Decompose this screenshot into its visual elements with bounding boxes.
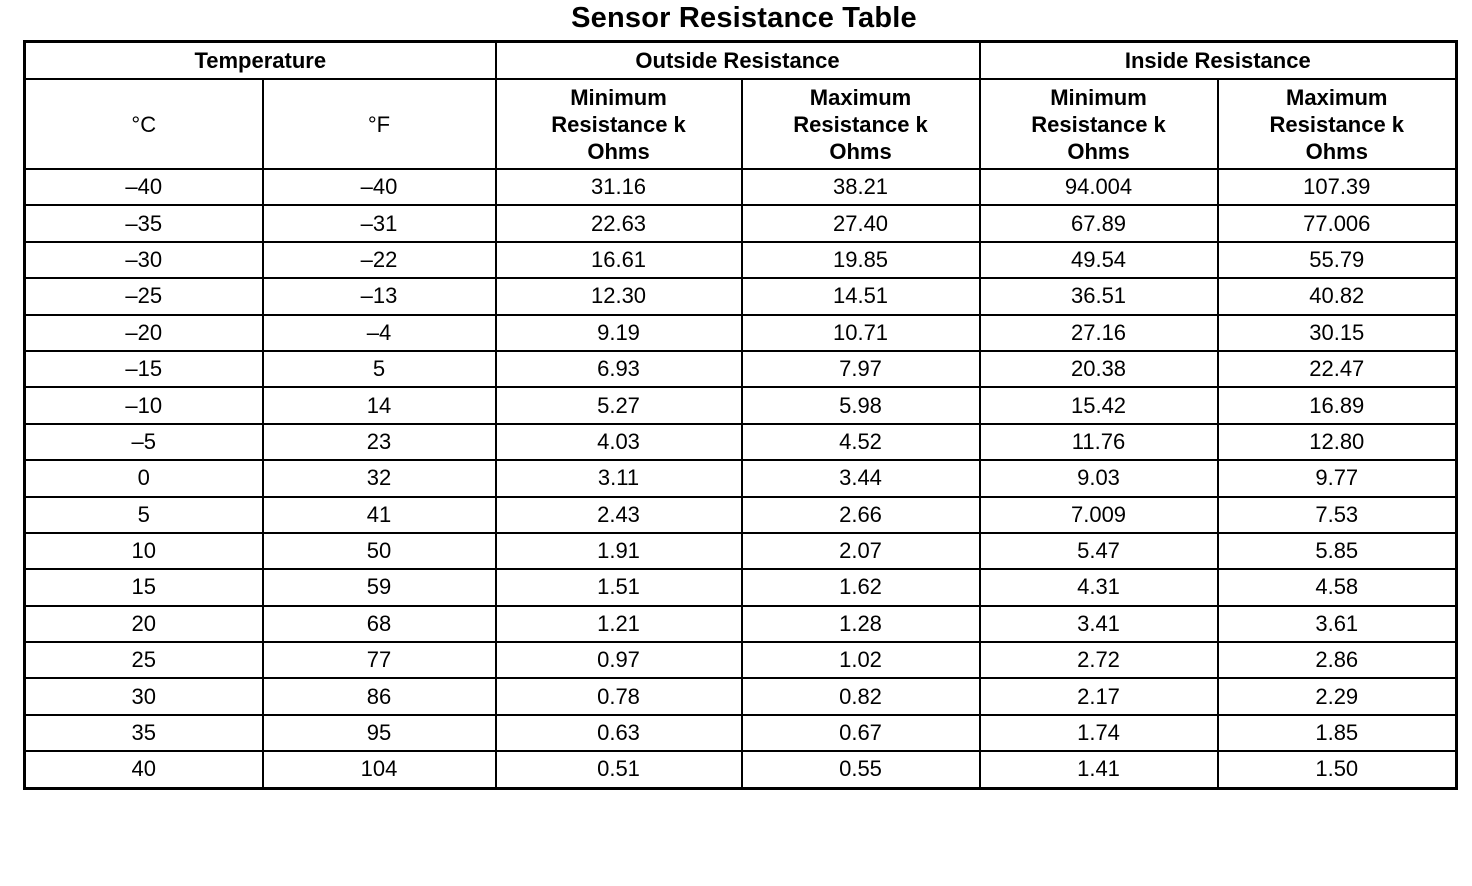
- table-row: [25, 642, 1457, 678]
- cell-inside-min: 27.16: [980, 315, 1218, 351]
- cell-outside-max: 38.21: [742, 169, 980, 205]
- cell-outside-max: 2.07: [742, 533, 980, 569]
- column-header-row: [25, 79, 1457, 169]
- cell-inside-max: 30.15: [1218, 315, 1457, 351]
- cell-inside-min: 2.72: [980, 642, 1218, 678]
- cell-outside-min: 1.21: [496, 606, 742, 642]
- cell-fahrenheit: 59: [263, 569, 496, 605]
- cell-inside-min: 9.03: [980, 460, 1218, 496]
- group-header-row: [25, 42, 1457, 80]
- cell-inside-max: 22.47: [1218, 351, 1457, 387]
- cell-inside-min: 49.54: [980, 242, 1218, 278]
- table-row: [25, 569, 1457, 605]
- cell-outside-max: 7.97: [742, 351, 980, 387]
- cell-inside-min: 7.009: [980, 497, 1218, 533]
- cell-inside-max: 9.77: [1218, 460, 1457, 496]
- cell-outside-min: 3.11: [496, 460, 742, 496]
- cell-outside-min: 4.03: [496, 424, 742, 460]
- cell-fahrenheit: –13: [263, 278, 496, 314]
- cell-outside-max: 0.82: [742, 678, 980, 714]
- table-row: [25, 424, 1457, 460]
- table-row: [25, 606, 1457, 642]
- cell-outside-max: 0.55: [742, 751, 980, 788]
- cell-fahrenheit: 23: [263, 424, 496, 460]
- cell-celsius: 5: [25, 497, 263, 533]
- cell-celsius: 35: [25, 715, 263, 751]
- cell-outside-max: 5.98: [742, 387, 980, 423]
- cell-outside-min: 5.27: [496, 387, 742, 423]
- cell-fahrenheit: 86: [263, 678, 496, 714]
- cell-outside-max: 2.66: [742, 497, 980, 533]
- cell-fahrenheit: –4: [263, 315, 496, 351]
- cell-inside-max: 1.50: [1218, 751, 1457, 788]
- column-header-celsius: °C: [25, 79, 263, 169]
- cell-inside-max: 107.39: [1218, 169, 1457, 205]
- cell-inside-max: 55.79: [1218, 242, 1457, 278]
- table-row: [25, 242, 1457, 278]
- cell-outside-max: 19.85: [742, 242, 980, 278]
- cell-inside-max: 2.86: [1218, 642, 1457, 678]
- cell-outside-max: 10.71: [742, 315, 980, 351]
- cell-inside-min: 3.41: [980, 606, 1218, 642]
- column-header-inside-max: Maximum Resistance k Ohms: [1218, 79, 1457, 169]
- cell-outside-min: 0.63: [496, 715, 742, 751]
- cell-celsius: 0: [25, 460, 263, 496]
- cell-celsius: –20: [25, 315, 263, 351]
- table-row: [25, 278, 1457, 314]
- cell-celsius: 40: [25, 751, 263, 788]
- cell-inside-min: 20.38: [980, 351, 1218, 387]
- cell-celsius: 25: [25, 642, 263, 678]
- cell-outside-max: 1.62: [742, 569, 980, 605]
- cell-outside-max: 3.44: [742, 460, 980, 496]
- cell-outside-min: 0.78: [496, 678, 742, 714]
- table-row: [25, 715, 1457, 751]
- column-header-outside-max: Maximum Resistance k Ohms: [742, 79, 980, 169]
- table-body: [25, 169, 1457, 788]
- cell-inside-max: 77.006: [1218, 205, 1457, 241]
- cell-celsius: –35: [25, 205, 263, 241]
- cell-inside-max: 16.89: [1218, 387, 1457, 423]
- column-header-outside-min: Minimum Resistance k Ohms: [496, 79, 742, 169]
- table-row: [25, 751, 1457, 788]
- cell-celsius: 30: [25, 678, 263, 714]
- cell-outside-min: 16.61: [496, 242, 742, 278]
- cell-fahrenheit: 5: [263, 351, 496, 387]
- cell-celsius: –30: [25, 242, 263, 278]
- cell-inside-max: 3.61: [1218, 606, 1457, 642]
- cell-celsius: –5: [25, 424, 263, 460]
- cell-fahrenheit: 104: [263, 751, 496, 788]
- column-header-fahrenheit: °F: [263, 79, 496, 169]
- cell-outside-max: 27.40: [742, 205, 980, 241]
- cell-inside-max: 1.85: [1218, 715, 1457, 751]
- cell-celsius: –40: [25, 169, 263, 205]
- cell-fahrenheit: 41: [263, 497, 496, 533]
- cell-inside-max: 5.85: [1218, 533, 1457, 569]
- cell-inside-max: 7.53: [1218, 497, 1457, 533]
- cell-inside-min: 4.31: [980, 569, 1218, 605]
- cell-outside-min: 9.19: [496, 315, 742, 351]
- cell-outside-max: 1.02: [742, 642, 980, 678]
- table-row: [25, 169, 1457, 205]
- cell-outside-min: 22.63: [496, 205, 742, 241]
- cell-outside-min: 1.91: [496, 533, 742, 569]
- group-header-temperature: Temperature: [25, 42, 496, 80]
- cell-outside-min: 12.30: [496, 278, 742, 314]
- cell-inside-max: 4.58: [1218, 569, 1457, 605]
- table-row: [25, 315, 1457, 351]
- cell-fahrenheit: –40: [263, 169, 496, 205]
- cell-inside-min: 1.74: [980, 715, 1218, 751]
- table-row: [25, 460, 1457, 496]
- cell-inside-min: 2.17: [980, 678, 1218, 714]
- cell-fahrenheit: –31: [263, 205, 496, 241]
- table-row: [25, 678, 1457, 714]
- cell-outside-min: 0.51: [496, 751, 742, 788]
- cell-outside-min: 31.16: [496, 169, 742, 205]
- group-header-inside-resistance: Inside Resistance: [980, 42, 1457, 80]
- cell-fahrenheit: 95: [263, 715, 496, 751]
- cell-outside-max: 14.51: [742, 278, 980, 314]
- cell-fahrenheit: 14: [263, 387, 496, 423]
- cell-outside-min: 2.43: [496, 497, 742, 533]
- table-row: [25, 387, 1457, 423]
- cell-fahrenheit: –22: [263, 242, 496, 278]
- cell-inside-min: 1.41: [980, 751, 1218, 788]
- table-row: [25, 533, 1457, 569]
- cell-outside-min: 0.97: [496, 642, 742, 678]
- cell-fahrenheit: 77: [263, 642, 496, 678]
- cell-inside-min: 5.47: [980, 533, 1218, 569]
- table-row: [25, 497, 1457, 533]
- table-row: [25, 205, 1457, 241]
- cell-fahrenheit: 50: [263, 533, 496, 569]
- cell-inside-max: 2.29: [1218, 678, 1457, 714]
- sensor-resistance-table: [23, 40, 1458, 790]
- cell-outside-min: 6.93: [496, 351, 742, 387]
- cell-outside-max: 1.28: [742, 606, 980, 642]
- cell-celsius: –15: [25, 351, 263, 387]
- cell-celsius: 20: [25, 606, 263, 642]
- cell-outside-max: 0.67: [742, 715, 980, 751]
- cell-inside-min: 94.004: [980, 169, 1218, 205]
- column-header-inside-min: Minimum Resistance k Ohms: [980, 79, 1218, 169]
- cell-celsius: 10: [25, 533, 263, 569]
- group-header-outside-resistance: Outside Resistance: [496, 42, 980, 80]
- cell-inside-min: 15.42: [980, 387, 1218, 423]
- cell-inside-max: 12.80: [1218, 424, 1457, 460]
- cell-fahrenheit: 68: [263, 606, 496, 642]
- cell-inside-min: 11.76: [980, 424, 1218, 460]
- cell-outside-min: 1.51: [496, 569, 742, 605]
- cell-celsius: –25: [25, 278, 263, 314]
- cell-outside-max: 4.52: [742, 424, 980, 460]
- table-row: [25, 351, 1457, 387]
- cell-inside-max: 40.82: [1218, 278, 1457, 314]
- page-title: Sensor Resistance Table: [571, 2, 917, 34]
- cell-fahrenheit: 32: [263, 460, 496, 496]
- cell-inside-min: 67.89: [980, 205, 1218, 241]
- cell-celsius: –10: [25, 387, 263, 423]
- cell-celsius: 15: [25, 569, 263, 605]
- cell-inside-min: 36.51: [980, 278, 1218, 314]
